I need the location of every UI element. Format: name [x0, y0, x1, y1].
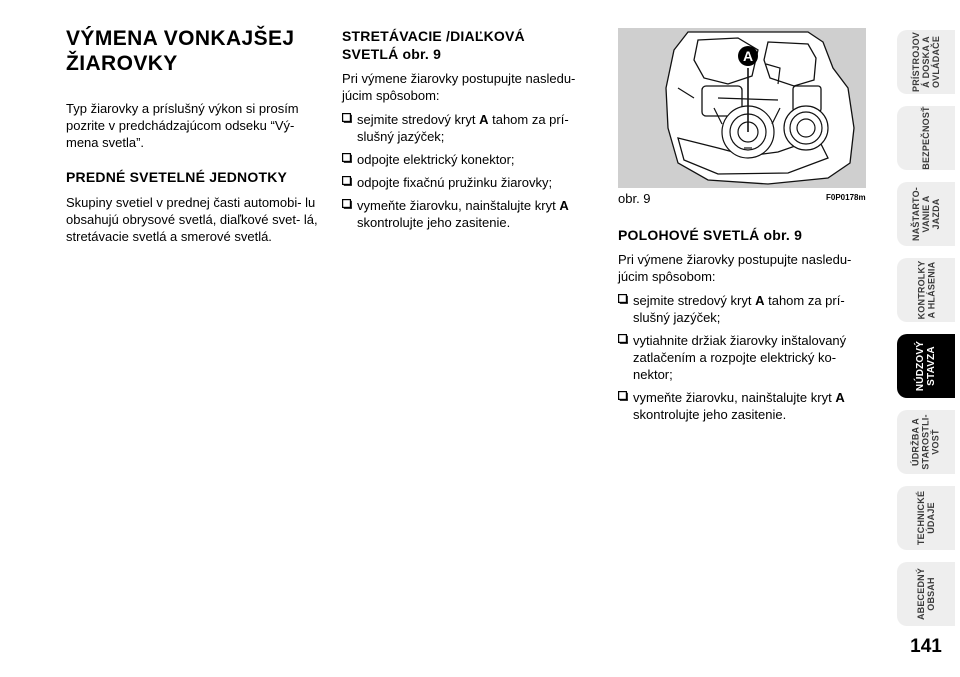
intro-paragraph: Typ žiarovky a príslušný výkon si prosím pozrite v predchádzajúcom odseku “Vý- mena svetla”. — [66, 101, 299, 150]
checkbox-bullet-icon — [342, 176, 352, 186]
checkbox-bullet-icon — [342, 199, 352, 209]
tab-abecedny-obsah[interactable]: ABECEDNÝ OBSAH — [897, 562, 955, 626]
list-item: odpojte elektrický konektor; — [342, 151, 600, 168]
position-lights-intro: Pri výmene žiarovky postupujte nasledu- júcim spôsobom: — [618, 252, 852, 284]
title-line-2: ŽIAROVKY — [66, 52, 178, 75]
heading-line-2: SVETLÁ obr. 9 — [342, 46, 442, 62]
checkbox-bullet-icon — [618, 334, 628, 344]
checkbox-bullet-icon — [618, 391, 628, 401]
tab-udrzba[interactable]: ÚDRŽBA A STAROSTLI- VOSŤ — [897, 410, 955, 474]
list-item: vytiahnite držiak žiarovky inštalovaný zatlačením a rozpojte elektrický ko- nektor; — [618, 332, 868, 383]
callout-marker-label: A — [742, 48, 754, 64]
figure-caption: obr. 9 — [618, 191, 651, 206]
tab-bezpecnost[interactable]: BEZPEČNOSŤ — [897, 106, 955, 170]
low-high-beam-intro: Pri výmene žiarovky postupujte nasledu- júcim spôsobom: — [342, 71, 576, 103]
list-item: vymeňte žiarovku, nainštalujte kryt A skontrolujte jeho zasitenie. — [342, 197, 600, 231]
headlight-figure — [618, 28, 866, 188]
section-title — [66, 26, 322, 76]
figure-code: F0P0178m — [826, 193, 866, 202]
list-item: vymeňte žiarovku, nainštalujte kryt A skontrolujte jeho zasitenie. — [618, 389, 868, 423]
list-item: sejmite stredový kryt A tahom za prí- slušný jazýček; — [342, 111, 600, 145]
heading-line-1: STRETÁVACIE /DIAĽKOVÁ — [342, 28, 525, 44]
title-line-1: VÝMENA VONKAJŠEJ — [66, 27, 295, 50]
checkbox-bullet-icon — [342, 113, 352, 123]
tab-nudzovy-stav[interactable]: NÚDZOVÝ STAVZA — [897, 334, 955, 398]
subheading-front-lights: PREDNÉ SVETELNÉ JEDNOTKY — [66, 169, 288, 185]
tab-nastartovanie[interactable]: NAŠTARTO- VANIE A JAZDA — [897, 182, 955, 246]
tab-pristrojova-doska[interactable]: PRÍSTROJOV Á DOSKA A OVLÁDAČE — [897, 30, 955, 94]
tab-technicke-udaje[interactable]: TECHNICKÉ ÚDAJE — [897, 486, 955, 550]
low-high-beam-steps — [342, 111, 600, 231]
position-lights-heading: POLOHOVÉ SVETLÁ obr. 9 — [618, 227, 803, 243]
front-lights-paragraph: Skupiny svetiel v prednej časti automobi- lu obsahujú obrysové svetlá, diaľkové svet- lá, stretávacie svetlá a smerové svetlá. — [66, 195, 318, 244]
column-middle — [342, 0, 600, 237]
tab-kontrolky[interactable]: KONTROLKY A HLÁSENIA — [897, 258, 955, 322]
list-item: odpojte fixačnú pružinku žiarovky; — [342, 174, 600, 191]
column-right — [618, 226, 868, 429]
list-item: sejmite stredový kryt A tahom za prí- slušný jazýček; — [618, 292, 868, 326]
headlight-illustration — [618, 28, 866, 188]
low-high-beam-heading — [342, 27, 600, 63]
column-left — [66, 0, 322, 245]
checkbox-bullet-icon — [618, 294, 628, 304]
position-lights-steps — [618, 292, 868, 423]
page-number: 141 — [910, 636, 942, 657]
checkbox-bullet-icon — [342, 153, 352, 163]
